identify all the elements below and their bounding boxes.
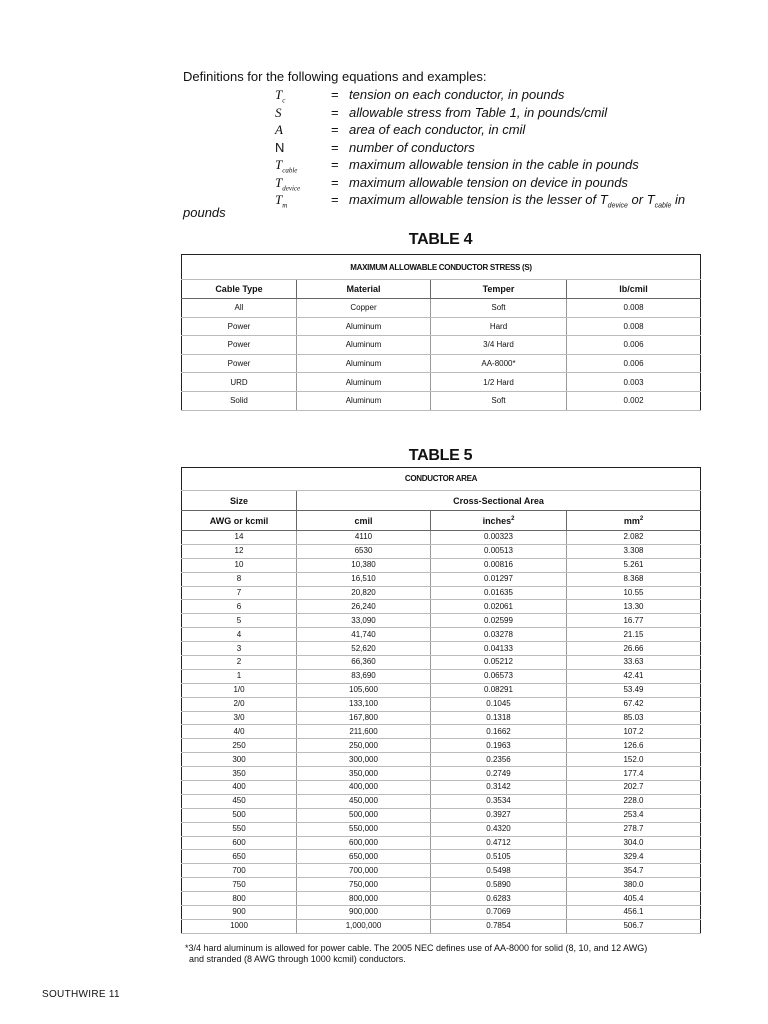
table5-row xyxy=(182,725,701,739)
table5-cell: 350,000 xyxy=(297,767,431,781)
table5-cell: 0.1045 xyxy=(431,697,567,711)
table4-cell: Soft xyxy=(431,391,567,410)
table5-cell: 1 xyxy=(182,669,297,683)
table5-cell: 3/0 xyxy=(182,711,297,725)
table5-cell: 450,000 xyxy=(297,794,431,808)
table5-cell: 329.4 xyxy=(567,850,701,864)
table5-cell: 6530 xyxy=(297,544,431,558)
table5-cell: 33.63 xyxy=(567,656,701,670)
table4-cell: Aluminum xyxy=(297,336,431,355)
table5-cell: 0.2749 xyxy=(431,767,567,781)
definition-row xyxy=(183,191,703,209)
page-footer: SOUTHWIRE 11 xyxy=(42,989,120,1000)
table5-subheader-row xyxy=(182,511,701,531)
table5-column-header: $mm^2$ xyxy=(567,511,701,531)
table5-cell: 300 xyxy=(182,753,297,767)
table5-cell: 0.1662 xyxy=(431,725,567,739)
table5-cell: 202.7 xyxy=(567,781,701,795)
table4-row xyxy=(182,354,701,373)
table5-cell: 3.308 xyxy=(567,544,701,558)
definition-equals: = xyxy=(331,122,339,137)
table4-cell: Aluminum xyxy=(297,317,431,336)
table4 xyxy=(181,254,701,411)
table5-cell: 900,000 xyxy=(297,906,431,920)
table5-row xyxy=(182,544,701,558)
table5-row xyxy=(182,614,701,628)
table5-cell: 500 xyxy=(182,808,297,822)
table5-row xyxy=(182,711,701,725)
table5-cell: 83,690 xyxy=(297,669,431,683)
table5-cell: 0.3142 xyxy=(431,781,567,795)
table5-cell: 700 xyxy=(182,864,297,878)
definition-symbol-subscript: c xyxy=(282,96,286,105)
definitions-block xyxy=(183,68,703,209)
table5-row xyxy=(182,558,701,572)
table4-cell: 0.008 xyxy=(567,299,701,318)
table5-cell: 750 xyxy=(182,878,297,892)
table5-cell: 250,000 xyxy=(297,739,431,753)
table5-cell: 250 xyxy=(182,739,297,753)
table5-cell: 4 xyxy=(182,628,297,642)
definition-text: maximum allowable tension on device in pounds xyxy=(349,174,628,190)
table5-row xyxy=(182,836,701,850)
definition-text: area of each conductor, in cmil xyxy=(349,122,526,137)
table5-cell: 0.02061 xyxy=(431,600,567,614)
table5-row xyxy=(182,781,701,795)
table5-cell: 26.66 xyxy=(567,642,701,656)
definition-symbol: $T_{device}$ xyxy=(275,174,301,193)
table5-cell: 1,000,000 xyxy=(297,919,431,933)
table5-body xyxy=(182,531,701,934)
table5-cell: 1000 xyxy=(182,919,297,933)
table5-cell: 5 xyxy=(182,614,297,628)
definition-equals: = xyxy=(331,174,339,190)
table5-row xyxy=(182,697,701,711)
table5-cell: 0.5498 xyxy=(431,864,567,878)
definition-symbol: $T_m$ xyxy=(275,192,288,210)
table5-cell: 600,000 xyxy=(297,836,431,850)
superscript-2: 2 xyxy=(639,515,644,522)
table4-cell: URD xyxy=(182,373,297,392)
table5-cell: 0.08291 xyxy=(431,683,567,697)
table4-row xyxy=(182,317,701,336)
definition-row xyxy=(183,139,703,157)
table4-cell: Power xyxy=(182,354,297,373)
table5-cell: 107.2 xyxy=(567,725,701,739)
table5-cell: 380.0 xyxy=(567,878,701,892)
table5-cell: 700,000 xyxy=(297,864,431,878)
table5-cell: 0.7854 xyxy=(431,919,567,933)
table5-cell: 167,800 xyxy=(297,711,431,725)
table5-row xyxy=(182,531,701,545)
table5-cell: 16,510 xyxy=(297,572,431,586)
table5-cell: 33,090 xyxy=(297,614,431,628)
table4-cell: 3/4 Hard xyxy=(431,336,567,355)
table5-cell: 0.04133 xyxy=(431,642,567,656)
table5-row xyxy=(182,753,701,767)
table5-cell: 0.01635 xyxy=(431,586,567,600)
table5-row xyxy=(182,669,701,683)
table5-cell: 253.4 xyxy=(567,808,701,822)
table5-cell: 8.368 xyxy=(567,572,701,586)
table5-cell: 4110 xyxy=(297,531,431,545)
table5-cell: 350 xyxy=(182,767,297,781)
table5-cell: 0.05212 xyxy=(431,656,567,670)
definition-symbol: N xyxy=(275,139,285,155)
definition-text-subscript: device xyxy=(607,202,628,210)
definitions-intro: Definitions for the following equations and examples: xyxy=(183,69,487,84)
table5-cell: 0.3927 xyxy=(431,808,567,822)
table5-title: CONDUCTOR AREA xyxy=(182,468,701,491)
table5-cell: 0.5105 xyxy=(431,850,567,864)
table5-cell: 13.30 xyxy=(567,600,701,614)
table5-cell: 0.00816 xyxy=(431,558,567,572)
table4-cell: Aluminum xyxy=(297,354,431,373)
table5-cell: 600 xyxy=(182,836,297,850)
table5-cell: 0.02599 xyxy=(431,614,567,628)
table5-cell: 900 xyxy=(182,906,297,920)
table4-cell: All xyxy=(182,299,297,318)
table5-label: TABLE 5 xyxy=(408,447,473,464)
table5-row xyxy=(182,808,701,822)
table5-cell: 10 xyxy=(182,558,297,572)
definition-row xyxy=(183,121,703,139)
definition-equals: = xyxy=(331,192,339,207)
table4-body xyxy=(182,299,701,411)
table5-cell: 1/0 xyxy=(182,683,297,697)
table5-cell: 133,100 xyxy=(297,697,431,711)
table5-cell: 0.1318 xyxy=(431,711,567,725)
table5-cell: 0.7069 xyxy=(431,906,567,920)
table5-cell: 0.00323 xyxy=(431,531,567,545)
table5-cell: 304.0 xyxy=(567,836,701,850)
definitions-continuation: pounds xyxy=(183,205,226,220)
table4-cell: Copper xyxy=(297,299,431,318)
definition-equals: = xyxy=(331,157,339,172)
table5-cell: 400,000 xyxy=(297,781,431,795)
table4-column-header: Cable Type xyxy=(182,280,297,299)
table5-cell: 506.7 xyxy=(567,919,701,933)
definition-equals: = xyxy=(331,104,339,120)
table5-cell: 5.261 xyxy=(567,558,701,572)
table5-row xyxy=(182,572,701,586)
table5-row xyxy=(182,683,701,697)
table5-cell: 10,380 xyxy=(297,558,431,572)
table5-row xyxy=(182,822,701,836)
table5-cell: 0.5890 xyxy=(431,878,567,892)
table5-row xyxy=(182,864,701,878)
table5-column-header: inches$^2$ xyxy=(431,511,567,531)
table5-cell: 66,360 xyxy=(297,656,431,670)
table5-cell: 0.00513 xyxy=(431,544,567,558)
definition-text: number of conductors xyxy=(349,139,475,155)
table5-cell: 450 xyxy=(182,794,297,808)
superscript-2: 2 xyxy=(511,515,515,522)
table5-cell: 750,000 xyxy=(297,878,431,892)
table5-cell: 12 xyxy=(182,544,297,558)
table4-row xyxy=(182,391,701,410)
table4-cell: Power xyxy=(182,336,297,355)
table5-cell: 41,740 xyxy=(297,628,431,642)
table5-cell: 4/0 xyxy=(182,725,297,739)
table4-column-header: Material xyxy=(297,280,431,299)
footnote xyxy=(185,943,725,965)
table5-cell: 42.41 xyxy=(567,669,701,683)
table5-cell: 2 xyxy=(182,656,297,670)
definition-symbol: $T_{cable}$ xyxy=(275,157,298,175)
table5-cell: 0.2356 xyxy=(431,753,567,767)
table4-cell: Aluminum xyxy=(297,373,431,392)
table5-cell: 278.7 xyxy=(567,822,701,836)
table5-row xyxy=(182,628,701,642)
table5-cell: 52,620 xyxy=(297,642,431,656)
table5-cell: 405.4 xyxy=(567,892,701,906)
table5-cell: 650 xyxy=(182,850,297,864)
table4-title: MAXIMUM ALLOWABLE CONDUCTOR STRESS (S) xyxy=(182,255,701,280)
table5-area-header: Cross-Sectional Area xyxy=(297,491,701,511)
table4-cell: Solid xyxy=(182,391,297,410)
table5-cell: 800,000 xyxy=(297,892,431,906)
table5-cell: 0.1963 xyxy=(431,739,567,753)
table4-label: TABLE 4 xyxy=(408,231,473,248)
definition-row xyxy=(183,104,703,122)
definition-symbol: $T_c$ xyxy=(275,87,286,105)
table4-cell: 1/2 Hard xyxy=(431,373,567,392)
definition-equals: = xyxy=(331,139,339,155)
table5-cell: 67.42 xyxy=(567,697,701,711)
table5-row xyxy=(182,767,701,781)
definition-symbol-subscript: m xyxy=(282,201,288,210)
table5-cell: 0.01297 xyxy=(431,572,567,586)
table5 xyxy=(181,467,701,934)
table5-cell: 0.3534 xyxy=(431,794,567,808)
table4-cell: 0.002 xyxy=(567,391,701,410)
table5-row xyxy=(182,600,701,614)
table5-column-header: AWG or kcmil xyxy=(182,511,297,531)
table5-cell: 8 xyxy=(182,572,297,586)
table4-column-header: Temper xyxy=(431,280,567,299)
table4-cell: Power xyxy=(182,317,297,336)
footnote-line-1: *3/4 hard aluminum is allowed for power cable. The 2005 NEC defines use of AA-8000 for solid (8, 10, and 12 AWG) xyxy=(185,943,648,953)
table4-header-row xyxy=(182,280,701,299)
table5-row xyxy=(182,878,701,892)
definition-text: maximum allowable tension is the lesser of $T_{device}$ or $T_{cable}$ in xyxy=(349,192,686,210)
definition-text: allowable stress from Table 1, in pounds/cmil xyxy=(349,104,608,120)
table5-cell: 800 xyxy=(182,892,297,906)
table5-row xyxy=(182,656,701,670)
definition-row xyxy=(183,156,703,174)
definitions-list xyxy=(183,86,703,209)
table5-cell: 2/0 xyxy=(182,697,297,711)
table5-cell: 550,000 xyxy=(297,822,431,836)
table5-cell: 550 xyxy=(182,822,297,836)
table5-cell: 0.6283 xyxy=(431,892,567,906)
table5-row xyxy=(182,919,701,933)
table5-cell: 21.15 xyxy=(567,628,701,642)
definition-text: maximum allowable tension in the cable in pounds xyxy=(349,157,639,172)
table5-row xyxy=(182,850,701,864)
definition-text-subscript: cable xyxy=(654,202,672,210)
table4-column-header: lb/cmil xyxy=(567,280,701,299)
table4-row xyxy=(182,336,701,355)
table5-cell: 152.0 xyxy=(567,753,701,767)
table5-cell: 105,600 xyxy=(297,683,431,697)
definition-symbol-subscript: device xyxy=(282,184,301,193)
table5-cell: 0.06573 xyxy=(431,669,567,683)
definition-row xyxy=(183,86,703,104)
table5-row xyxy=(182,892,701,906)
table5-cell: 2.082 xyxy=(567,531,701,545)
definition-symbol-subscript: cable xyxy=(282,166,298,175)
definition-symbol: A xyxy=(275,122,283,137)
table4-cell: 0.003 xyxy=(567,373,701,392)
table5-cell: 26,240 xyxy=(297,600,431,614)
table5-row xyxy=(182,739,701,753)
table5-cell: 85.03 xyxy=(567,711,701,725)
table5-row xyxy=(182,906,701,920)
table5-cell: 456.1 xyxy=(567,906,701,920)
table5-row xyxy=(182,794,701,808)
table5-column-header: cmil xyxy=(297,511,431,531)
table4-cell: Soft xyxy=(431,299,567,318)
table4-cell: 0.008 xyxy=(567,317,701,336)
footnote-line-2: and stranded (8 AWG through 1000 kcmil) conductors. xyxy=(189,954,406,964)
table5-cell: 126.6 xyxy=(567,739,701,753)
table4-row xyxy=(182,373,701,392)
definition-row xyxy=(183,174,703,192)
table5-cell: 500,000 xyxy=(297,808,431,822)
table5-size-header: Size xyxy=(182,491,297,511)
table5-cell: 53.49 xyxy=(567,683,701,697)
table4-cell: 0.006 xyxy=(567,354,701,373)
table5-row xyxy=(182,586,701,600)
table5-row xyxy=(182,642,701,656)
table4-row xyxy=(182,299,701,318)
table5-cell: 7 xyxy=(182,586,297,600)
table5-cell: 16.77 xyxy=(567,614,701,628)
table5-cell: 354.7 xyxy=(567,864,701,878)
table5-cell: 20,820 xyxy=(297,586,431,600)
table5-cell: 0.4320 xyxy=(431,822,567,836)
definition-text: tension on each conductor, in pounds xyxy=(349,87,565,102)
table4-cell: 0.006 xyxy=(567,336,701,355)
table5-cell: 177.4 xyxy=(567,767,701,781)
table5-cell: 211,600 xyxy=(297,725,431,739)
table5-cell: 3 xyxy=(182,642,297,656)
table5-cell: 650,000 xyxy=(297,850,431,864)
table5-cell: 0.4712 xyxy=(431,836,567,850)
table5-cell: 14 xyxy=(182,531,297,545)
table5-cell: 300,000 xyxy=(297,753,431,767)
table4-cell: Aluminum xyxy=(297,391,431,410)
table5-cell: 6 xyxy=(182,600,297,614)
table5-cell: 0.03278 xyxy=(431,628,567,642)
definition-symbol: S xyxy=(275,104,282,120)
table4-cell: Hard xyxy=(431,317,567,336)
table5-cell: 228.0 xyxy=(567,794,701,808)
table5-cell: 400 xyxy=(182,781,297,795)
definition-equals: = xyxy=(331,87,339,102)
table5-cell: 10.55 xyxy=(567,586,701,600)
table4-cell: AA-8000* xyxy=(431,354,567,373)
